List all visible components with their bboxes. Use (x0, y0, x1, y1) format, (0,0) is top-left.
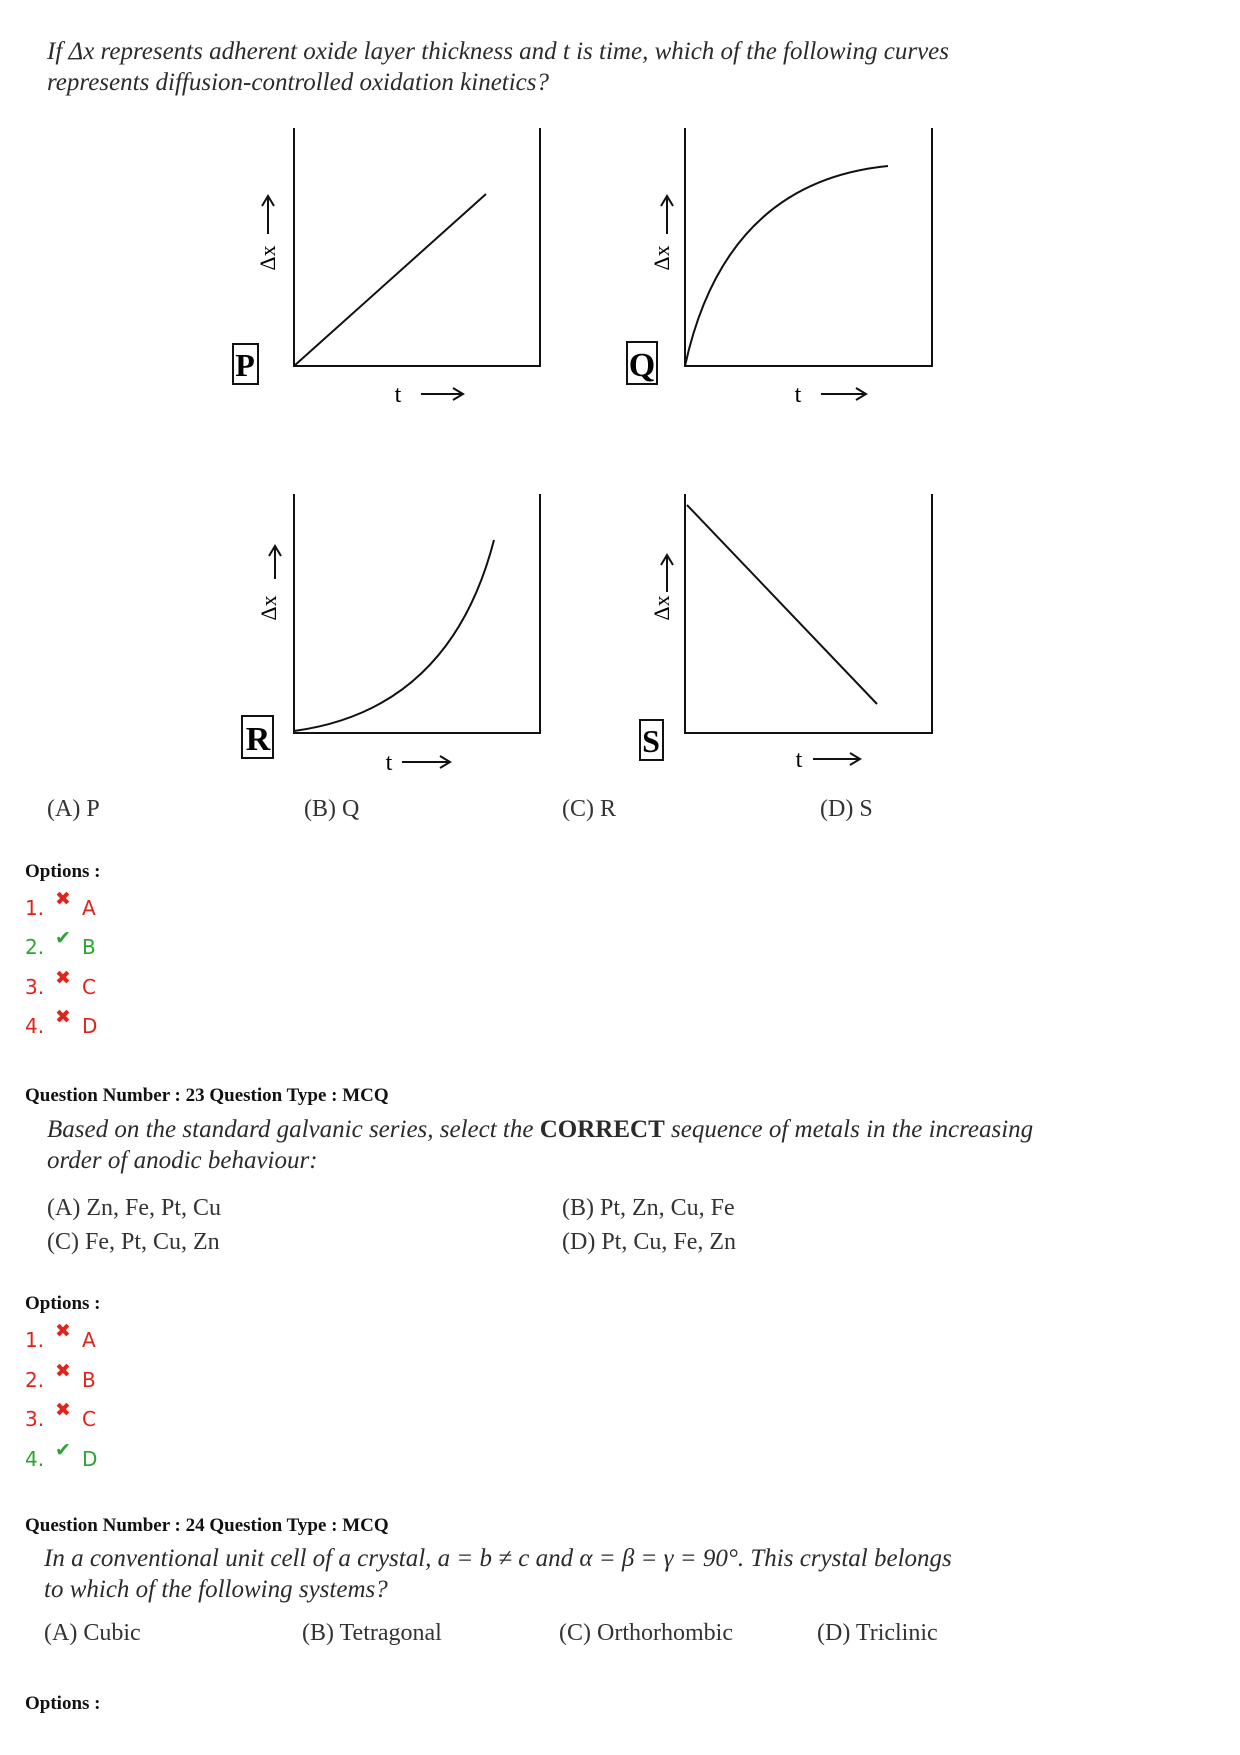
cross-icon: ✖ (55, 1360, 71, 1382)
option-number: 1. (25, 896, 45, 920)
graph-p-x-arrow (421, 388, 463, 400)
q23-text-line1: Based on the standard galvanic series, select the CORRECT sequence of metals in the increasing (47, 1116, 1034, 1143)
checkmark-icon: ✔ (55, 1439, 71, 1461)
option-letter: B (82, 935, 96, 959)
option-letter: C (82, 1407, 96, 1431)
option-number: 3. (25, 975, 45, 999)
graph-q-y-arrow (661, 196, 673, 234)
graph-r-y-arrow (269, 546, 281, 579)
option-number: 1. (25, 1328, 45, 1352)
graph-s-y-arrow (661, 555, 673, 592)
graph-s-ylabel: Δx (649, 595, 674, 621)
option-number: 2. (25, 1368, 45, 1392)
graph-s-xlabel: t (795, 747, 803, 773)
q23-choice-a: (A) Zn, Fe, Pt, Cu (47, 1195, 221, 1221)
graph-q-curve (685, 166, 888, 366)
q22-choice-b: (B) Q (304, 796, 360, 822)
q23-choice-b: (B) Pt, Zn, Cu, Fe (562, 1195, 735, 1221)
q22-text-line2: represents diffusion-controlled oxidation kinetics? (47, 69, 550, 96)
graph-p-axes (294, 128, 540, 366)
option-number: 2. (25, 935, 45, 959)
q22-text-line1: If Δx represents adherent oxide layer thickness and t is time, which of the following curves (47, 38, 949, 65)
graph-r-ylabel: Δx (256, 595, 281, 621)
graph-q-x-arrow (821, 388, 866, 400)
cross-icon: ✖ (55, 888, 71, 910)
checkmark-icon: ✔ (55, 927, 71, 949)
graph-p-y-arrow (262, 196, 274, 234)
graph-r-x-arrow (402, 756, 450, 768)
graph-r-curve (294, 540, 494, 731)
graph-p-xlabel: t (394, 382, 402, 408)
q23-text-line2: order of anodic behaviour: (47, 1147, 318, 1174)
option-number: 4. (25, 1014, 45, 1038)
graph-q-label: Q (628, 347, 656, 384)
q24-text-line2: to which of the following systems? (44, 1576, 388, 1603)
q23-options-title: Options : (25, 1293, 101, 1314)
option-letter: D (82, 1447, 98, 1471)
q24-choice-a: (A) Cubic (44, 1620, 141, 1646)
q23-emphasis: CORRECT (539, 1116, 665, 1143)
graph-r (242, 494, 540, 776)
q22-options-title: Options : (25, 861, 101, 882)
q24-options-title: Options : (25, 1693, 101, 1714)
graph-p-label: P (235, 347, 255, 383)
graph-s-x-arrow (813, 753, 860, 765)
q24-choice-b: (B) Tetragonal (302, 1620, 442, 1646)
q22-graphs-figure (0, 0, 1240, 776)
q23-header: Question Number : 23 Question Type : MCQ (25, 1085, 389, 1106)
graph-p (233, 128, 540, 408)
cross-icon: ✖ (55, 1320, 71, 1342)
option-letter: A (82, 1328, 96, 1352)
graph-q-xlabel: t (794, 382, 802, 408)
graph-s-axes (685, 494, 932, 733)
q22-choice-c: (C) R (562, 796, 616, 822)
q24-choice-d: (D) Triclinic (817, 1620, 938, 1646)
q23-question-text (47, 1114, 1033, 1176)
option-letter: C (82, 975, 96, 999)
q24-text-line1: In a conventional unit cell of a crystal, a = b ≠ c and α = β = γ = 90°. This crystal belongs (44, 1545, 952, 1572)
graph-q-ylabel: Δx (649, 245, 674, 271)
q23-choice-c: (C) Fe, Pt, Cu, Zn (47, 1229, 220, 1255)
graph-q (627, 128, 932, 408)
graph-s-curve (687, 505, 877, 704)
graph-r-label: R (245, 721, 271, 758)
graph-r-xlabel: t (385, 750, 393, 776)
option-letter: A (82, 896, 96, 920)
q23-choice-d: (D) Pt, Cu, Fe, Zn (562, 1229, 736, 1255)
graph-q-axes (685, 128, 932, 366)
q24-header: Question Number : 24 Question Type : MCQ (25, 1515, 389, 1536)
graph-s-label: S (642, 723, 660, 759)
q24-choice-c: (C) Orthorhombic (559, 1620, 733, 1646)
option-letter: D (82, 1014, 98, 1038)
option-number: 3. (25, 1407, 45, 1431)
graph-p-ylabel: Δx (255, 245, 280, 271)
q22-choice-d: (D) S (820, 796, 873, 822)
option-number: 4. (25, 1447, 45, 1471)
graph-r-axes (294, 494, 540, 733)
option-letter: B (82, 1368, 96, 1392)
q24-question-text (44, 1543, 952, 1605)
q22-choice-a: (A) P (47, 796, 100, 822)
cross-icon: ✖ (55, 1399, 71, 1421)
cross-icon: ✖ (55, 1006, 71, 1028)
graph-p-curve (294, 194, 486, 366)
graph-s (640, 494, 932, 773)
cross-icon: ✖ (55, 967, 71, 989)
